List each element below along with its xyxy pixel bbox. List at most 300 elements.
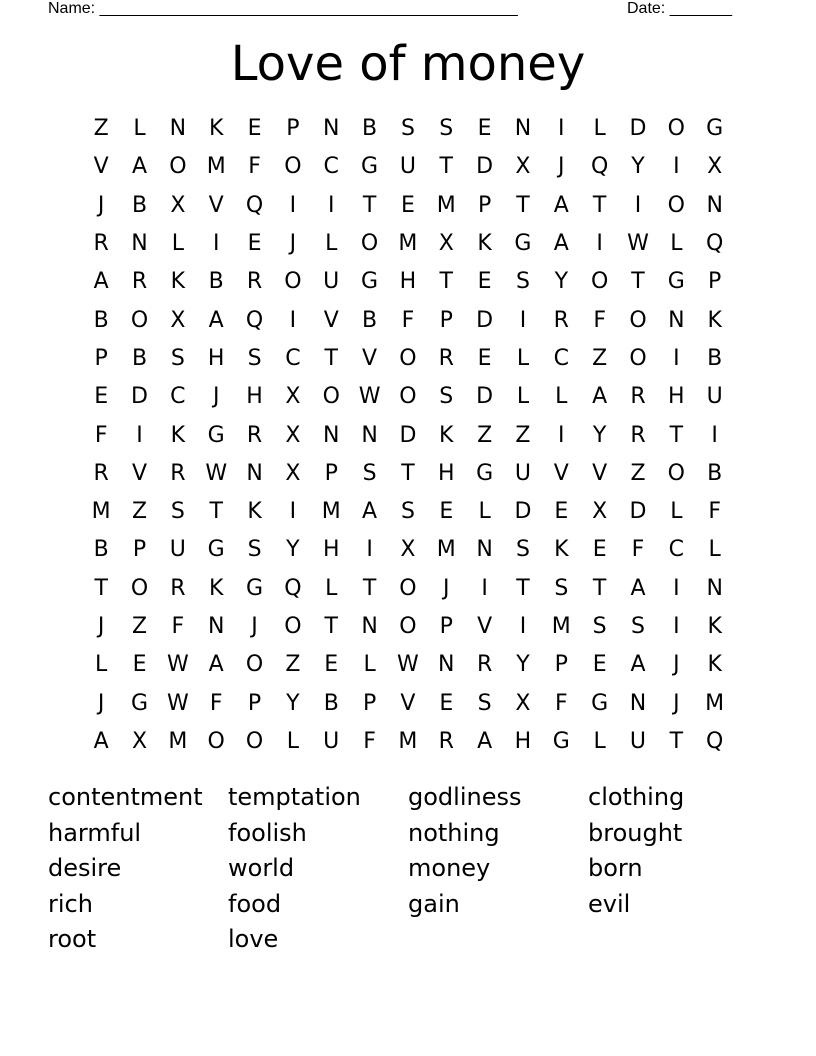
grid-letter: U [514, 460, 531, 486]
grid-letter: T [401, 460, 415, 486]
grid-letter: O [399, 575, 417, 601]
grid-row [82, 301, 734, 339]
grid-letter: N [323, 422, 340, 448]
grid-row [82, 684, 734, 722]
grid-letter: I [327, 192, 335, 218]
grid-letter: N [131, 231, 148, 257]
grid-letter: I [558, 422, 565, 448]
grid-letter: I [596, 231, 603, 257]
grid-letter: K [707, 652, 722, 678]
grid-letter: V [208, 192, 224, 218]
grid-letter: S [477, 690, 492, 716]
grid-letter: S [170, 345, 185, 371]
grid-letter: T [631, 269, 645, 295]
grid-letter: O [284, 269, 302, 295]
word-bank-item: godliness [408, 783, 522, 811]
grid-letter: A [553, 231, 569, 257]
grid-letter: I [136, 422, 143, 448]
grid-letter: K [707, 307, 722, 333]
grid-letter: M [206, 154, 226, 180]
grid-letter: S [439, 384, 454, 410]
grid-letter: A [553, 192, 569, 218]
grid-row [82, 416, 734, 454]
word-bank-item: rich [48, 889, 93, 918]
grid-letter: B [707, 460, 723, 486]
word-bank [48, 780, 768, 958]
grid-letter: N [629, 690, 647, 716]
grid-letter: I [481, 575, 488, 601]
grid-letter: S [247, 345, 262, 371]
grid-letter: I [289, 307, 297, 333]
grid-letter: X [400, 537, 416, 563]
grid-letter: H [514, 728, 532, 754]
grid-letter: O [245, 728, 264, 754]
grid-letter: L [95, 652, 108, 678]
grid-letter: K [439, 422, 454, 448]
grid-letter: D [476, 307, 494, 333]
grid-letter: M [436, 537, 456, 563]
grid-letter: R [170, 575, 186, 601]
grid-letter: Q [284, 575, 302, 601]
grid-letter: H [668, 384, 685, 410]
grid-letter: X [515, 690, 531, 716]
grid-letter: E [94, 384, 109, 410]
grid-letter: Y [554, 269, 569, 295]
grid-letter: M [91, 499, 111, 525]
grid-letter: A [592, 384, 608, 410]
grid-letter: D [476, 384, 494, 410]
grid-letter: V [400, 690, 416, 716]
grid-letter: U [169, 537, 186, 563]
grid-letter: O [130, 575, 149, 601]
grid-letter: Y [592, 422, 607, 448]
grid-letter: C [553, 345, 569, 371]
grid-letter: N [361, 422, 378, 448]
grid-letter: O [667, 460, 685, 486]
grid-letter: N [323, 116, 340, 142]
grid-letter: G [361, 269, 379, 295]
grid-letter: L [555, 384, 568, 410]
grid-letter: R [131, 269, 148, 295]
grid-letter: L [516, 384, 530, 410]
grid-letter: R [553, 307, 569, 333]
grid-letter: T [94, 575, 108, 601]
grid-letter: R [438, 345, 454, 371]
grid-letter: X [131, 728, 148, 754]
grid-letter: G [246, 575, 264, 601]
grid-letter: H [399, 269, 417, 295]
grid-letter: O [399, 345, 417, 371]
grid-letter: A [93, 728, 109, 754]
date-field: Date: _______ [627, 0, 732, 17]
grid-letter: I [519, 614, 527, 639]
grid-letter: O [590, 269, 609, 295]
grid-letter: O [169, 154, 187, 180]
grid-letter: R [476, 652, 493, 678]
grid-letter: T [324, 345, 338, 371]
grid-letter: T [439, 269, 453, 295]
grid-letter: M [436, 192, 456, 218]
grid-letter: H [207, 345, 225, 371]
grid-letter: L [516, 345, 530, 371]
grid-letter: B [131, 192, 148, 218]
grid-letter: N [706, 575, 723, 601]
grid-letter: F [363, 728, 376, 754]
grid-letter: K [170, 269, 186, 295]
grid-letter: T [439, 154, 453, 180]
grid-letter: O [322, 384, 340, 410]
grid-letter: E [477, 116, 492, 142]
grid-letter: I [289, 499, 297, 525]
grid-letter: S [515, 269, 530, 295]
grid-letter: B [707, 345, 723, 371]
grid-letter: Q [706, 231, 724, 257]
grid-letter: J [673, 690, 680, 716]
grid-letter: F [209, 690, 223, 716]
grid-letter: U [629, 728, 647, 754]
grid-letter: X [707, 154, 723, 180]
grid-letter: T [516, 192, 530, 218]
puzzle-title: Love of money [230, 36, 586, 92]
grid-letter: X [515, 154, 531, 180]
grid-letter: N [476, 537, 493, 563]
grid-letter: A [131, 154, 148, 180]
grid-letter: B [362, 116, 378, 142]
grid-letter: R [93, 231, 109, 257]
grid-letter: T [362, 575, 377, 601]
grid-letter: T [362, 192, 377, 218]
grid-letter: P [324, 460, 338, 486]
grid-letter: V [323, 307, 339, 333]
grid-letter: N [207, 614, 225, 639]
grid-row [82, 646, 734, 684]
grid-letter: T [669, 422, 684, 448]
grid-letter: Z [630, 460, 646, 486]
grid-letter: E [247, 231, 262, 257]
grid-row [82, 187, 734, 225]
grid-letter: N [246, 460, 263, 486]
grid-letter: L [325, 575, 338, 601]
grid-row [82, 455, 734, 493]
grid-letter: A [208, 652, 224, 678]
grid-row [82, 723, 734, 761]
grid-letter: A [630, 575, 646, 601]
grid-letter: H [322, 537, 340, 563]
grid-letter: O [667, 116, 685, 142]
grid-letter: L [593, 116, 606, 142]
word-bank-item: root [48, 925, 97, 953]
word-bank-item: clothing [588, 783, 685, 811]
grid-row [82, 493, 734, 531]
grid-row [82, 263, 734, 301]
grid-letter: Y [516, 652, 530, 678]
grid-letter: R [630, 384, 646, 410]
grid-letter: K [247, 499, 262, 525]
grid-letter: Q [245, 192, 264, 218]
word-bank-item: harmful [48, 818, 142, 847]
grid-letter: R [246, 422, 263, 448]
grid-letter: U [323, 728, 340, 754]
grid-letter: E [132, 652, 147, 678]
grid-letter: O [629, 307, 647, 333]
grid-letter: F [94, 422, 108, 448]
grid-letter: T [669, 728, 684, 754]
grid-letter: T [592, 192, 607, 218]
grid-letter: W [627, 231, 649, 257]
grid-letter: L [171, 231, 184, 257]
grid-letter: R [170, 460, 186, 486]
grid-letter: R [93, 460, 109, 486]
grid-letter: V [592, 460, 608, 486]
grid-letter: P [132, 537, 147, 563]
word-bank-item: food [228, 889, 282, 918]
grid-letter: O [284, 614, 302, 639]
grid-letter: I [711, 422, 718, 448]
grid-letter: F [593, 307, 606, 333]
grid-letter: G [207, 537, 225, 563]
word-bank-item: gain [408, 889, 460, 918]
grid-letter: S [515, 537, 530, 563]
grid-letter: Z [592, 345, 608, 371]
grid-letter: P [554, 652, 568, 678]
word-bank-item: love [228, 925, 279, 953]
grid-letter: S [362, 460, 377, 486]
grid-letter: O [207, 728, 225, 754]
grid-letter: S [170, 499, 185, 525]
grid-letter: Q [706, 728, 724, 754]
grid-row [82, 608, 734, 646]
grid-letter: M [398, 728, 418, 754]
word-bank-item: evil [588, 889, 631, 918]
word-bank-item: foolish [228, 818, 307, 847]
grid-letter: S [400, 116, 415, 142]
grid-letter: E [439, 690, 454, 716]
grid-letter: F [171, 614, 185, 639]
grid-letter: B [323, 690, 339, 716]
grid-letter: J [251, 614, 258, 639]
grid-letter: C [170, 384, 186, 410]
grid-letter: Z [93, 116, 109, 142]
grid-letter: E [247, 116, 262, 142]
grid-letter: P [477, 192, 492, 218]
grid-letter: X [170, 192, 186, 218]
grid-letter: D [399, 422, 417, 448]
word-bank-item: born [588, 854, 643, 882]
grid-letter: B [93, 307, 109, 333]
grid-letter: M [168, 728, 188, 754]
grid-letter: N [169, 116, 187, 142]
grid-letter: A [362, 499, 378, 525]
grid-letter: I [634, 192, 642, 218]
grid-letter: G [591, 690, 609, 716]
word-bank-item: money [408, 854, 491, 882]
grid-letter: R [438, 728, 454, 754]
grid-letter: J [558, 154, 565, 180]
grid-letter: A [93, 269, 109, 295]
grid-letter: L [478, 499, 491, 525]
grid-letter: O [284, 154, 302, 180]
grid-letter: N [438, 652, 455, 678]
grid-letter: J [212, 384, 220, 410]
grid-letter: I [366, 537, 373, 563]
grid-letter: G [552, 728, 570, 754]
grid-letter: K [208, 575, 224, 601]
grid-letter: I [558, 116, 565, 142]
grid-letter: G [130, 690, 149, 716]
grid-letter: A [477, 728, 493, 754]
grid-letter: W [358, 384, 381, 410]
grid-letter: G [361, 154, 379, 180]
name-field: Name: _______________________________________________ [48, 0, 518, 17]
grid-letter: L [363, 652, 376, 678]
grid-letter: R [630, 422, 646, 448]
grid-letter: E [324, 652, 339, 678]
grid-letter: O [399, 614, 417, 639]
grid-letter: X [170, 307, 186, 333]
grid-letter: J [97, 614, 105, 639]
grid-letter: W [166, 690, 189, 716]
grid-letter: N [668, 307, 685, 333]
grid-letter: G [706, 116, 724, 142]
grid-letter: J [289, 231, 297, 257]
grid-letter: I [212, 231, 220, 257]
grid-letter: J [97, 690, 105, 716]
word-bank-item: temptation [228, 783, 361, 811]
grid-letter: K [707, 614, 722, 639]
grid-letter: K [554, 537, 569, 563]
grid-letter: P [247, 690, 262, 716]
grid-letter: S [592, 614, 607, 639]
grid-letter: D [131, 384, 148, 410]
grid-letter: E [554, 499, 569, 525]
grid-letter: O [667, 192, 685, 218]
grid-letter: Z [515, 422, 531, 448]
grid-letter: I [519, 307, 527, 333]
grid-letter: E [592, 537, 607, 563]
grid-letter: I [673, 345, 680, 371]
grid-letter: D [629, 499, 647, 525]
grid-letter: S [554, 575, 569, 601]
grid-letter: R [246, 269, 263, 295]
grid-letter: L [708, 537, 721, 563]
grid-letter: L [670, 499, 683, 525]
grid-letter: Z [131, 499, 148, 525]
grid-letter: W [397, 652, 419, 678]
grid-letter: N [514, 116, 532, 142]
grid-letter: Y [286, 537, 300, 563]
grid-letter: I [289, 192, 297, 218]
grid-letter: X [285, 422, 301, 448]
grid-letter: D [514, 499, 532, 525]
grid-letter: P [94, 345, 108, 371]
grid-letter: O [360, 231, 379, 257]
grid-letter: C [323, 154, 339, 180]
grid-letter: L [593, 728, 606, 754]
grid-letter: F [554, 690, 568, 716]
grid-letter: J [673, 652, 680, 678]
grid-letter: E [477, 345, 492, 371]
grid-letter: B [362, 307, 378, 333]
grid-letter: T [592, 575, 607, 601]
grid-row [82, 570, 734, 608]
grid-letter: C [285, 345, 301, 371]
grid-letter: B [93, 537, 109, 563]
grid-letter: O [399, 384, 417, 410]
grid-letter: B [131, 345, 148, 371]
grid-letter: N [706, 192, 723, 218]
grid-letter: V [362, 345, 378, 371]
grid-letter: K [170, 422, 186, 448]
grid-letter: Y [286, 690, 300, 716]
grid-letter: Q [245, 307, 264, 333]
grid-letter: O [130, 307, 149, 333]
grid-letter: D [476, 154, 494, 180]
grid-row [82, 340, 734, 378]
grid-letter: E [477, 269, 492, 295]
grid-letter: W [205, 460, 228, 486]
worksheet-header [48, 0, 748, 20]
grid-letter: V [553, 460, 569, 486]
grid-row [82, 148, 734, 186]
grid-letter: S [439, 116, 454, 142]
grid-letter: V [477, 614, 493, 639]
grid-letter: J [443, 575, 450, 601]
grid-letter: H [437, 460, 455, 486]
grid-letter: G [514, 231, 532, 257]
grid-letter: E [439, 499, 454, 525]
grid-letter: T [209, 499, 223, 525]
grid-letter: F [401, 307, 415, 333]
grid-letter: P [286, 116, 300, 142]
grid-letter: T [516, 575, 530, 601]
grid-letter: M [321, 499, 341, 525]
grid-letter: V [93, 154, 109, 180]
grid-letter: T [324, 614, 338, 639]
grid-letter: F [708, 499, 721, 525]
grid-letter: G [207, 422, 225, 448]
grid-row [82, 225, 734, 263]
grid-letter: X [438, 231, 454, 257]
grid-letter: F [248, 154, 261, 180]
grid-letter: F [631, 537, 645, 563]
word-bank-item: desire [48, 854, 122, 882]
grid-letter: P [439, 307, 453, 333]
grid-letter: X [285, 460, 301, 486]
grid-letter: K [477, 231, 492, 257]
grid-letter: X [592, 499, 608, 525]
grid-letter: O [629, 345, 647, 371]
grid-letter: Z [477, 422, 493, 448]
grid-letter: A [208, 307, 224, 333]
grid-letter: I [673, 614, 680, 639]
grid-letter: Y [631, 154, 645, 180]
grid-letter: Q [590, 154, 609, 180]
grid-letter: Z [131, 614, 148, 639]
grid-letter: C [668, 537, 685, 563]
grid-letter: B [208, 269, 224, 295]
grid-letter: M [398, 231, 418, 257]
grid-letter: P [439, 614, 453, 639]
grid-letter: Z [285, 652, 301, 678]
grid-letter: J [97, 192, 105, 218]
grid-letter: L [133, 116, 146, 142]
grid-row [82, 110, 734, 148]
grid-letter: L [670, 231, 683, 257]
grid-letter: U [323, 269, 340, 295]
grid-letter: U [399, 154, 416, 180]
word-bank-item: nothing [408, 818, 500, 847]
grid-letter: S [400, 499, 415, 525]
